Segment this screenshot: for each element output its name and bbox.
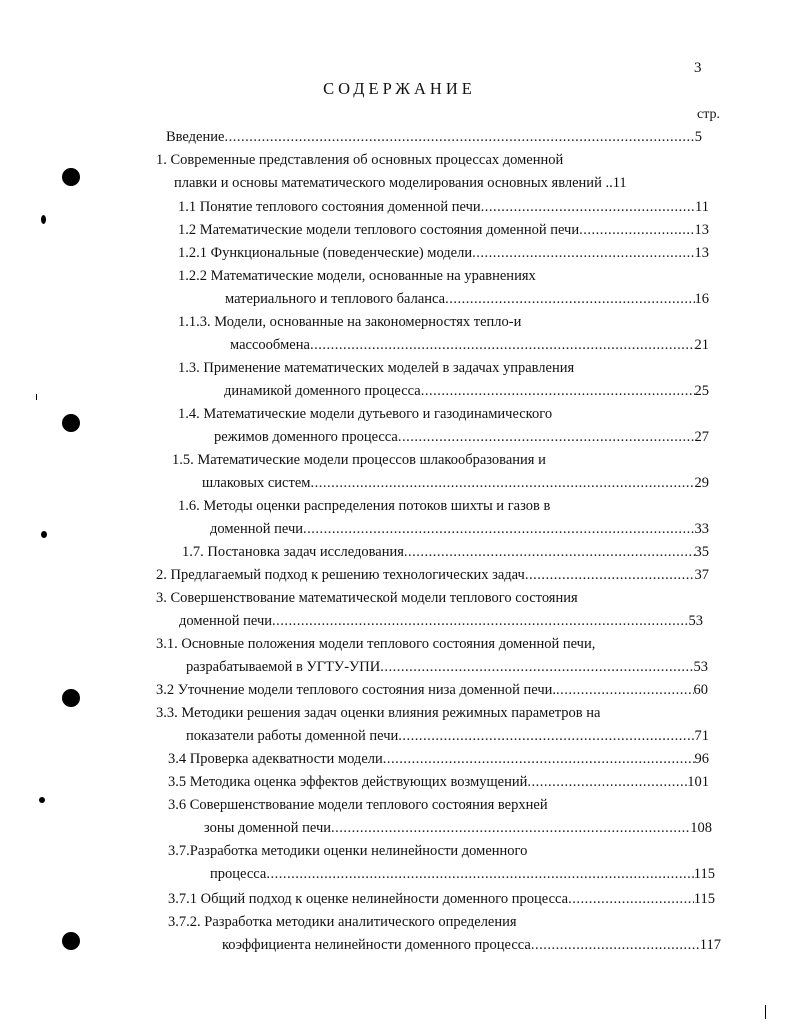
toc-entry: 3.2 Уточнение модели теплового состояния низа доменной печи. ..... 60 [156,681,708,700]
toc-heading: 1.6. Методы оценки распределения потоков шихты и газов в [178,498,551,514]
toc-heading: 1.5. Математические модели процессов шлакообразования и [172,452,546,468]
page-number: 3 [694,60,702,76]
toc-heading: 3.7.2. Разработка методики аналитического определения [168,914,517,930]
toc-entry: 3.4 Проверка адекватности модели ..... 96 [168,750,709,769]
toc-heading: 1.2.2 Математические модели, основанные на уравнениях [178,268,536,284]
binder-hole-mark [62,932,80,950]
toc-entry: 1.7. Постановка задач исследования ..... 35 [182,543,709,562]
toc-entry: зоны доменной печи ..... 108 [204,819,712,838]
toc-heading: 1.4. Математические модели дутьевого и газодинамического [178,406,553,422]
scan-speck [41,531,47,538]
toc-entry: 1.2.1 Функциональные (поведенческие) модели ..... 13 [178,244,709,263]
toc-entry: 3.7.1 Общий подход к оценке нелинейности доменного процесса ..... 115 [168,890,715,909]
scan-speck [36,394,37,400]
page-column-label: стр. [697,107,721,122]
scan-speck [41,215,46,224]
toc-entry: динамикой доменного процесса ..... 25 [224,382,709,401]
toc-heading: 3.1. Основные положения модели теплового состояния доменной печи, [156,636,596,652]
toc-entry: процесса ..... 115 [210,865,715,884]
toc-entry: шлаковых систем ..... 29 [202,474,709,493]
toc-entry: режимов доменного процесса ..... 27 [214,428,709,447]
toc-entry: 1.1 Понятие теплового состояния доменной печи ..... 11 [178,198,709,217]
toc-entry: 1.2 Математические модели теплового состояния доменной печи ..... 13 [178,221,709,240]
toc-entry: Введение ..... 5 [166,128,702,147]
toc-entry: коэффициента нелинейности доменного процесса ..... 117 [222,936,721,955]
binder-hole-mark [62,414,80,432]
toc-heading: 3.3. Методики решения задач оценки влияния режимных параметров на [156,705,601,721]
scan-speck [39,797,45,803]
toc-entry: материального и теплового баланса ..... 16 [225,290,709,309]
toc-entry: 2. Предлагаемый подход к решению технологических задач ..... 37 [156,566,709,585]
binder-hole-mark [62,689,80,707]
toc-entry: доменной печи ..... 33 [210,520,709,539]
scan-speck [765,1005,766,1019]
toc-entry: плавки и основы математического моделирования основных явлений .. 11 [174,175,627,191]
toc-entry: 3.5 Методика оценка эффектов действующих возмущений ..... 101 [168,773,709,792]
toc-entry: разрабатываемой в УГТУ-УПИ ..... 53 [186,658,708,677]
toc-heading: 1.1.3. Модели, основанные на закономерностях тепло-и [178,314,522,330]
toc-entry: доменной печи ..... 53 [179,612,703,631]
page-title: СОДЕРЖАНИЕ [323,79,476,98]
toc-entry: массообмена ..... 21 [230,336,709,355]
toc-heading: 1. Современные представления об основных процессах доменной [156,152,564,168]
toc-heading: 3.7.Разработка методики оценки нелинейности доменного [168,843,528,859]
toc-heading: 3. Совершенствование математической модели теплового состояния [156,590,578,606]
binder-hole-mark [62,168,80,186]
toc-heading: 3.6 Совершенствование модели теплового состояния верхней [168,797,548,813]
toc-heading: 1.3. Применение математических моделей в задачах управления [178,360,575,376]
toc-entry: показатели работы доменной печи ..... 71 [186,727,709,746]
